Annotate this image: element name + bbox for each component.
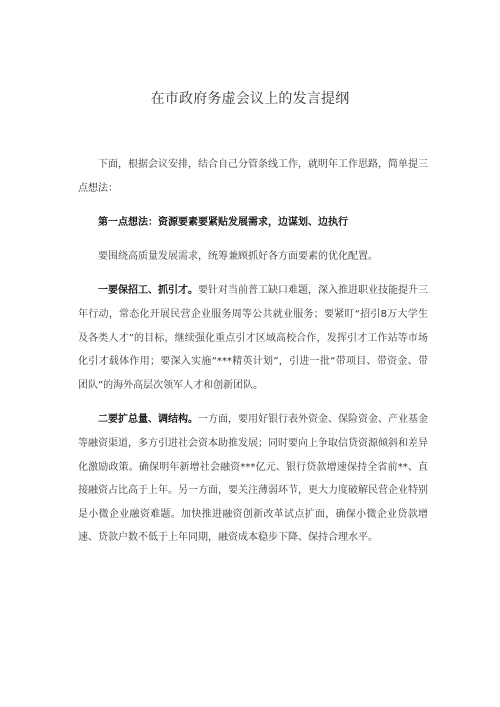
paragraph-talent-text: 要针对当前普工缺口难题，深入推进职业技能提升三年行动，常态化开展民营企业服务周等公共就业服务；要紧盯“招引8万大学生及各类人才”的目标，继续强化重点引才区域高校合作，发挥引才工作站等市场化引才载体作用；要深入实施“***精英计划”，引进一批“带项目、带资金、带团队”的海外高层次领军人才和创新团队。 — [78, 285, 428, 391]
document-body — [78, 153, 428, 550]
section-summary: 要围绕高质量发展需求，统筹兼顾抓好各方面要素的优化配置。 — [98, 250, 378, 262]
paragraph-talent — [78, 279, 428, 397]
intro-paragraph: 下面，根据会议安排，结合自己分管条线工作，就明年工作思路，简单提三点想法： — [78, 159, 428, 194]
paragraph-talent-lead: 一要保招工、抓引才。 — [98, 285, 198, 297]
paragraph-finance-lead: 二要扩总量、调结构。 — [98, 414, 198, 426]
paragraph-finance-text: 一方面，要用好银行表外资金、保险资金、产业基金等融资渠道，多方引进社会资本助推发展；同时要向上争取信贷资源倾斜和差异化激励政策。确保明年新增社会融资***亿元、银行贷款增速保持全省前**、直接融资占比高于上年。另一方面，要关注薄弱环节，更大力度破解民营企业特别是小微企业融资难题。加快推进融资创新改革试点扩面，确保小微企业贷款增速、贷款户数不低于上年同期，融资成本稳步下降、保持合理水平。 — [78, 414, 428, 544]
paragraph-finance — [78, 408, 428, 550]
document-title: 在市政府务虚会议上的发言提纲 — [150, 91, 350, 107]
section-heading: 第一点想法：资源要素要紧贴发展需求，边谋划、边执行 — [98, 217, 348, 229]
